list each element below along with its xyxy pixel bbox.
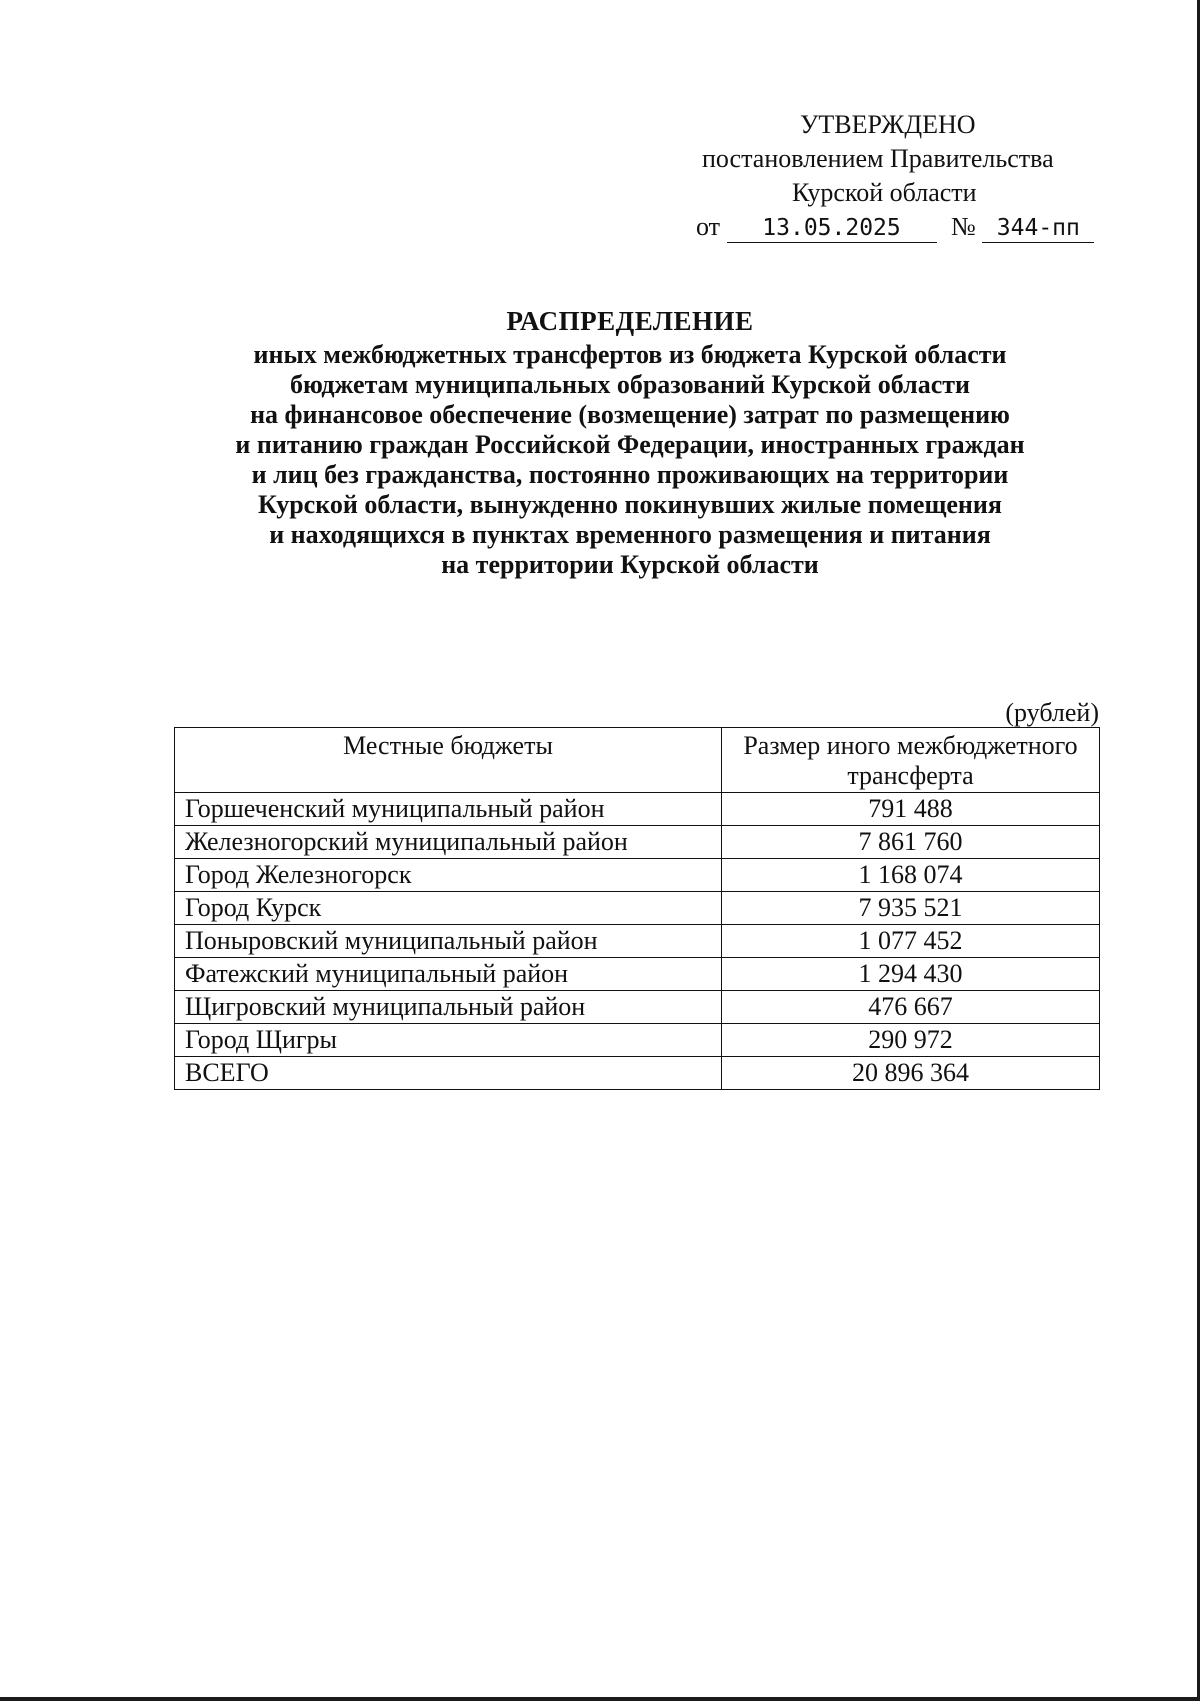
row-amount: 476 667 bbox=[722, 991, 1100, 1024]
table-header-row bbox=[175, 728, 1100, 793]
row-amount: 791 488 bbox=[722, 793, 1100, 826]
table-total-row bbox=[175, 1057, 1100, 1090]
approval-authority: постановлением Правительства bbox=[702, 144, 1054, 173]
approval-date: 13.05.2025 bbox=[727, 214, 937, 243]
approval-meta bbox=[690, 210, 1110, 244]
approval-heading: УТВЕРЖДЕНО bbox=[800, 110, 976, 139]
row-amount: 1 077 452 bbox=[722, 925, 1100, 958]
row-name: Горшеченский муниципальный район bbox=[175, 793, 722, 826]
number-sign: № bbox=[951, 212, 976, 241]
date-prefix: от bbox=[696, 212, 721, 241]
table-row bbox=[175, 826, 1100, 859]
row-name: Поныровский муниципальный район bbox=[175, 925, 722, 958]
table-row bbox=[175, 1024, 1100, 1057]
table-row bbox=[175, 991, 1100, 1024]
subtitle-line: Курской области, вынужденно покинувших жилые помещения bbox=[258, 490, 1002, 519]
row-amount: 290 972 bbox=[722, 1024, 1100, 1057]
table-row bbox=[175, 793, 1100, 826]
subtitle-line: на финансовое обеспечение (возмещение) затрат по размещению bbox=[250, 400, 1010, 429]
distribution-table bbox=[174, 727, 1100, 1090]
table-row bbox=[175, 859, 1100, 892]
document-title: РАСПРЕДЕЛЕНИЕ bbox=[506, 306, 754, 336]
subtitle-line: на территории Курской области bbox=[441, 550, 819, 579]
unit-label: (рублей) bbox=[1005, 698, 1099, 727]
approval-number: 344-пп bbox=[982, 214, 1094, 243]
table-row bbox=[175, 925, 1100, 958]
row-name: Город Курск bbox=[175, 892, 722, 925]
total-amount: 20 896 364 bbox=[722, 1057, 1100, 1090]
row-name: Фатежский муниципальный район bbox=[175, 958, 722, 991]
table-row bbox=[175, 958, 1100, 991]
row-amount: 1 168 074 bbox=[722, 859, 1100, 892]
row-amount: 7 935 521 bbox=[722, 892, 1100, 925]
header-transfer-amount: Размер иного межбюджетного трансферта bbox=[722, 728, 1100, 793]
document-subtitle bbox=[140, 340, 1120, 580]
subtitle-line: и питанию граждан Российской Федерации, иностранных граждан bbox=[235, 430, 1025, 459]
header-local-budgets: Местные бюджеты bbox=[175, 728, 722, 793]
row-name: Железногорский муниципальный район bbox=[175, 826, 722, 859]
document-title-block bbox=[140, 304, 1120, 580]
row-amount: 1 294 430 bbox=[722, 958, 1100, 991]
row-name: Город Щигры bbox=[175, 1024, 722, 1057]
row-name: Город Железногорск bbox=[175, 859, 722, 892]
table-row bbox=[175, 892, 1100, 925]
total-label: ВСЕГО bbox=[175, 1057, 722, 1090]
subtitle-line: иных межбюджетных трансфертов из бюджета Курской области bbox=[253, 340, 1007, 369]
approval-block bbox=[690, 108, 1110, 244]
row-name: Щигровский муниципальный район bbox=[175, 991, 722, 1024]
subtitle-line: и лиц без гражданства, постоянно проживающих на территории bbox=[251, 460, 1009, 489]
row-amount: 7 861 760 bbox=[722, 826, 1100, 859]
scan-edge-bottom bbox=[0, 1697, 1200, 1701]
subtitle-line: и находящихся в пунктах временного размещения и питания bbox=[269, 520, 991, 549]
approval-region: Курской области bbox=[792, 178, 977, 207]
subtitle-line: бюджетам муниципальных образований Курской области bbox=[290, 370, 970, 399]
